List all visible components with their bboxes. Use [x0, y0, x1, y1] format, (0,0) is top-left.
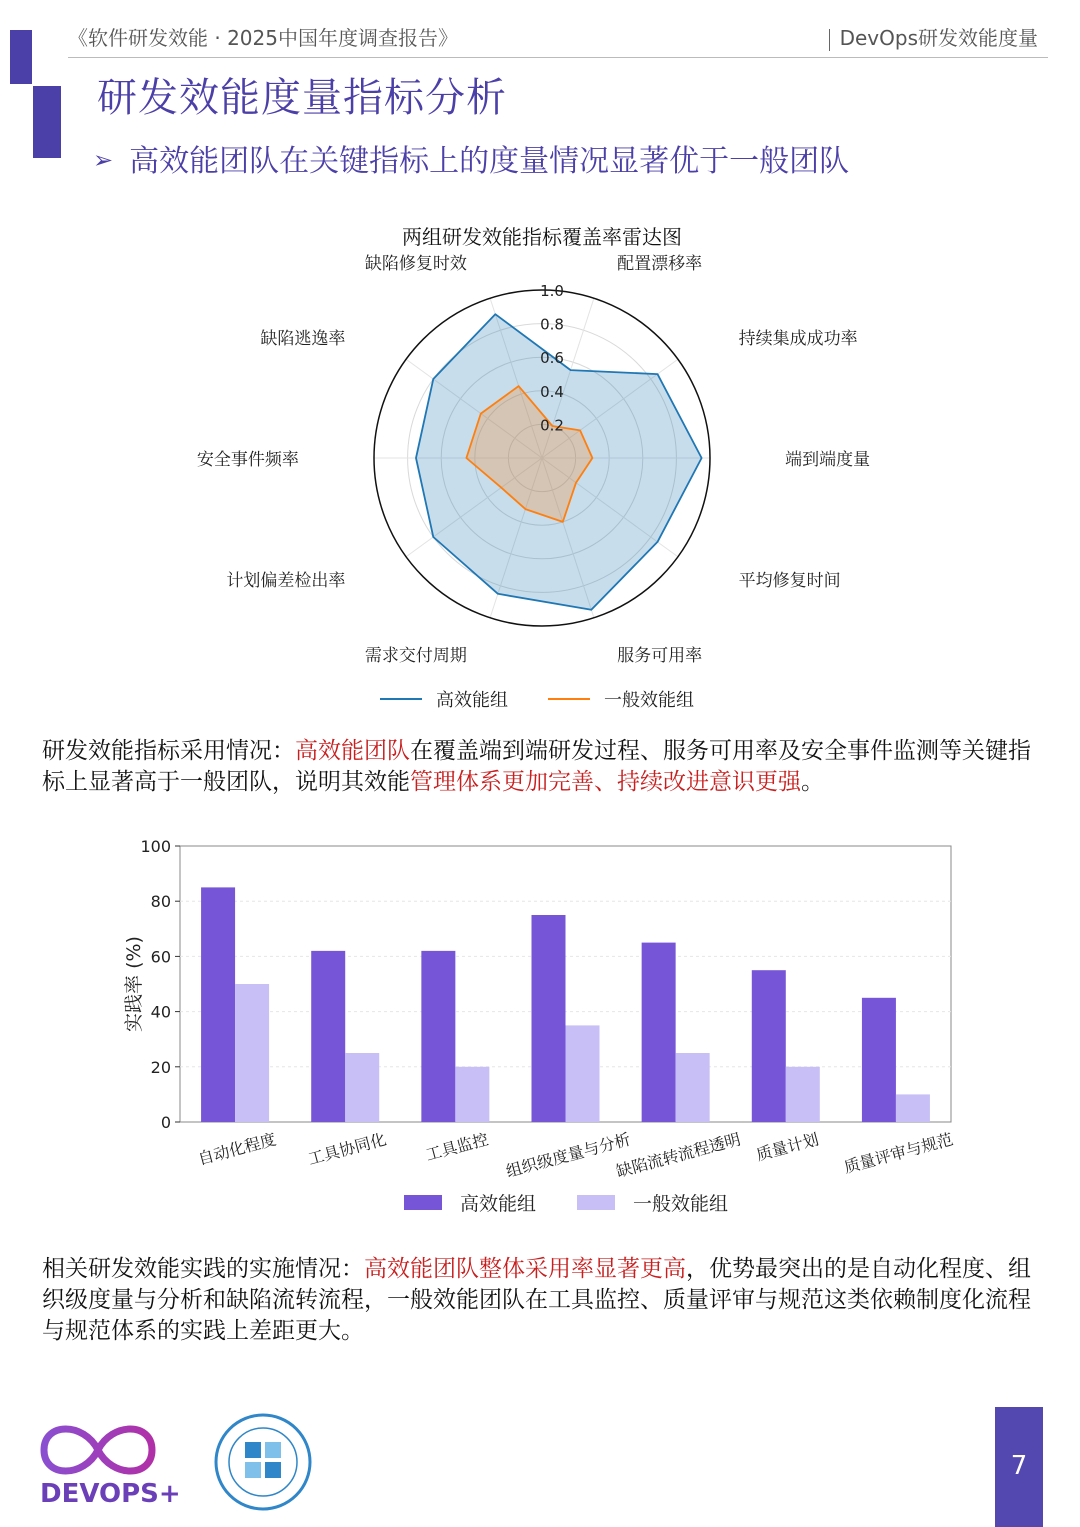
bar-high — [201, 887, 235, 1122]
radar-chart — [180, 215, 900, 720]
devops-logo-text: DEVOPS+ — [40, 1479, 181, 1509]
bar-y-axis-label: 实践率 (%) — [123, 936, 145, 1032]
bar-general — [786, 1067, 820, 1122]
bar-ytick-label: 0 — [160, 1113, 171, 1132]
page-number-box — [995, 1407, 1043, 1527]
para1-highlight-1: 高效能团队 — [295, 738, 410, 764]
radar-tick-label: 1.0 — [540, 282, 564, 300]
radar-tick-label: 0.2 — [540, 416, 564, 435]
bar-category-label: 组织级度量与分析 — [503, 1129, 633, 1181]
bar-high — [642, 943, 676, 1122]
bar-high — [752, 970, 786, 1122]
bar-high — [862, 998, 896, 1122]
bar-legend-label: 高效能组 — [460, 1193, 537, 1215]
header-divider — [68, 57, 1048, 58]
para1-suffix: 。 — [801, 769, 824, 795]
bar-general — [676, 1053, 710, 1122]
bar-general — [455, 1067, 489, 1122]
header-decoration-bar — [10, 30, 32, 84]
bar-legend-label: 一般效能组 — [633, 1193, 729, 1215]
radar-legend-label: 一般效能组 — [604, 690, 694, 711]
bar-category-label: 工具监控 — [423, 1129, 491, 1165]
header-decoration-block — [33, 86, 61, 158]
page-title: 研发效能度量指标分析 — [97, 75, 507, 121]
radar-tick-label: 0.8 — [540, 315, 564, 334]
radar-axis-label: 服务可用率 — [617, 645, 703, 666]
report-title: 《软件研发效能 · 2025中国年度调查报告》 — [68, 26, 458, 50]
bar-general — [896, 1094, 930, 1122]
bar-ytick-label: 20 — [150, 1057, 171, 1077]
radar-axis-label: 缺陷修复时效 — [364, 254, 467, 275]
bar-chart — [100, 830, 980, 1225]
bar-category-label: 质量计划 — [754, 1129, 821, 1165]
radar-axis-label: 计划偏差检出率 — [226, 571, 346, 592]
subtitle — [93, 136, 849, 180]
page-number: 7 — [1010, 1451, 1028, 1481]
association-seal-logo — [213, 1412, 313, 1512]
para2-highlight: 高效能团队整体采用率显著更高 — [364, 1256, 686, 1282]
radar-axis-label: 端到端度量 — [785, 450, 871, 470]
practice-paragraph — [42, 1254, 1042, 1347]
bar-category-label: 缺陷流转流程透明 — [614, 1129, 743, 1181]
section-name — [829, 22, 1038, 51]
radar-axis-label: 安全事件频率 — [196, 450, 299, 470]
bar-category-label: 自动化程度 — [195, 1129, 279, 1169]
radar-tick-label: 0.6 — [540, 349, 564, 368]
header-separator — [829, 29, 830, 51]
bar-legend-swatch — [404, 1195, 442, 1210]
bar-ytick-label: 80 — [150, 892, 171, 912]
radar-axis-label: 配置漂移率 — [617, 254, 703, 275]
bar-high — [311, 951, 345, 1122]
bar-category-label: 工具协同化 — [306, 1129, 389, 1169]
bar-ytick-label: 40 — [150, 1002, 171, 1022]
para1-highlight-2: 管理体系更加完善、持续改进意识更强 — [410, 769, 801, 795]
adoption-paragraph — [42, 736, 1042, 798]
bar-category-label: 质量评审与规范 — [841, 1129, 955, 1177]
para1-middle: 在覆盖端到端研发过程、服务可用率及安全事件监测等关键指标上显著高于一般团队，说明其效能 — [42, 738, 1031, 795]
radar-legend-label: 高效能组 — [436, 690, 508, 711]
bar-legend-swatch — [577, 1195, 615, 1210]
radar-axis-label: 平均修复时间 — [738, 571, 841, 592]
radar-tick-label: 0.4 — [540, 382, 564, 401]
devops-plus-logo — [36, 1410, 181, 1510]
section-name-text: DevOps研发效能度量 — [839, 26, 1038, 50]
subtitle-text: 高效能团队在关键指标上的度量情况显著优于一般团队 — [129, 144, 850, 179]
radar-title: 两组研发效能指标覆盖率雷达图 — [402, 225, 682, 249]
para2-prefix: 相关研发效能实践的实施情况： — [42, 1256, 364, 1282]
bar-high — [421, 951, 455, 1122]
radar-axis-label: 需求交付周期 — [364, 645, 467, 666]
bar-ytick-label: 100 — [140, 837, 171, 856]
para1-prefix: 研发效能指标采用情况： — [42, 738, 295, 764]
bar-general — [235, 984, 269, 1122]
bar-general — [566, 1025, 600, 1122]
bar-high — [532, 915, 566, 1122]
radar-axis-label: 缺陷逃逸率 — [260, 328, 346, 349]
radar-axis-label: 持续集成成功率 — [738, 328, 858, 349]
para2-suffix: ，优势最突出的是自动化程度、组织级度量与分析和缺陷流转流程，一般效能团队在工具监控、质量评审与规范这类依赖制度化流程与规范体系的实践上差距更大。 — [42, 1256, 1031, 1344]
infinity-icon — [44, 1429, 152, 1471]
bar-ytick-label: 60 — [150, 947, 171, 967]
bar-general — [345, 1053, 379, 1122]
arrow-bullet-icon: ➢ — [93, 146, 114, 174]
